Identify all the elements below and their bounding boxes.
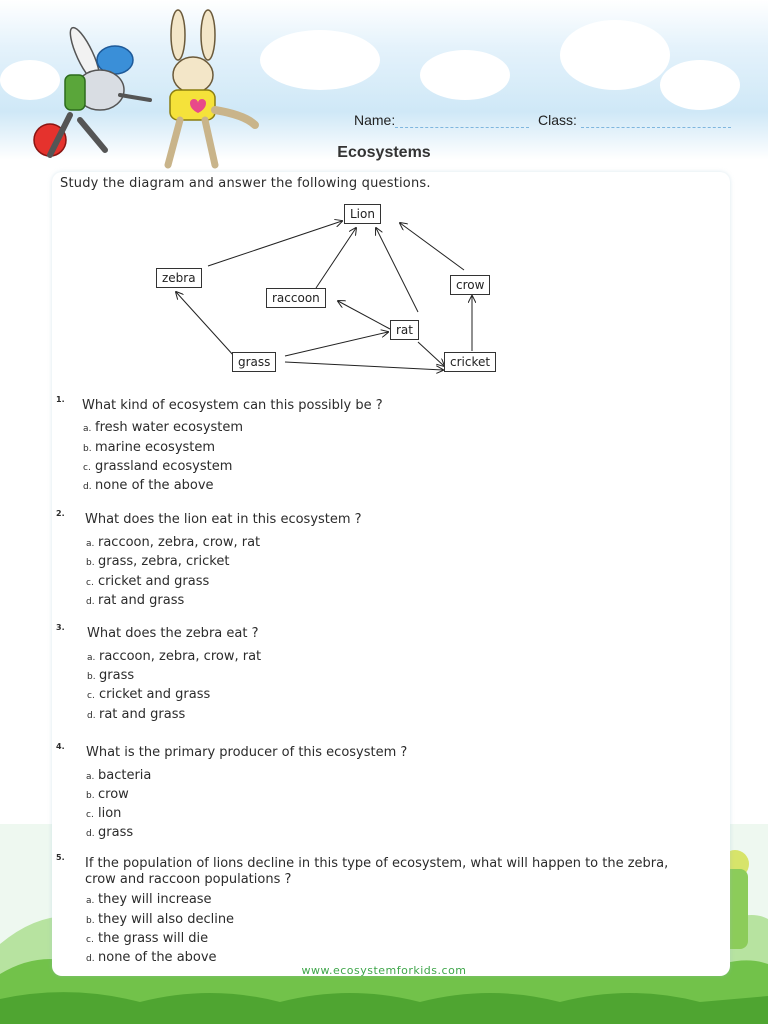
option-4d[interactable]: d. grass	[86, 825, 134, 840]
arrow-crow-lion	[400, 223, 464, 270]
name-field[interactable]	[354, 112, 529, 128]
arrow-raccoon-lion	[316, 228, 356, 288]
question-number: 1.	[56, 395, 65, 404]
option-4b[interactable]: b. crow	[86, 787, 129, 802]
instructions: Study the diagram and answer the following questions.	[60, 176, 431, 191]
arrow-rat-cricket	[418, 342, 444, 366]
option-3d[interactable]: d. rat and grass	[87, 707, 186, 722]
arrow-rat-raccoon	[338, 301, 390, 329]
node-grass: grass	[232, 352, 276, 372]
option-3b[interactable]: b. grass	[87, 668, 135, 683]
option-3c[interactable]: c. cricket and grass	[87, 687, 211, 702]
question-number: 2.	[56, 509, 65, 518]
option-1d[interactable]: d. none of the above	[83, 478, 214, 493]
node-raccoon: raccoon	[266, 288, 326, 308]
option-5a[interactable]: a. they will increase	[86, 892, 212, 907]
question-text-continued: crow and raccoon populations ?	[85, 872, 292, 887]
arrow-grass-cricket	[285, 362, 443, 370]
option-3a[interactable]: a. raccoon, zebra, crow, rat	[87, 649, 262, 664]
footer-website-link[interactable]: www.ecosystemforkids.com	[301, 964, 467, 977]
option-5d[interactable]: d. none of the above	[86, 950, 217, 965]
option-5b[interactable]: b. they will also decline	[86, 912, 235, 927]
question-text: What does the zebra eat ?	[87, 626, 259, 641]
arrow-grass-zebra	[176, 292, 234, 356]
class-label: Class:	[538, 112, 577, 128]
option-5c[interactable]: c. the grass will die	[86, 931, 209, 946]
question-text: What kind of ecosystem can this possibly be ?	[82, 398, 383, 413]
food-web-diagram	[140, 196, 520, 386]
page-title: Ecosystems	[337, 144, 431, 161]
option-2d[interactable]: d. rat and grass	[86, 593, 185, 608]
question-text: What does the lion eat in this ecosystem ?	[85, 512, 362, 527]
question-number: 4.	[56, 742, 65, 751]
node-crow: crow	[450, 275, 490, 295]
question-number: 5.	[56, 853, 65, 862]
node-lion: Lion	[344, 204, 381, 224]
arrow-zebra-lion	[208, 221, 342, 266]
name-blank[interactable]	[395, 113, 529, 128]
node-zebra: zebra	[156, 268, 202, 288]
option-1c[interactable]: c. grassland ecosystem	[83, 459, 233, 474]
node-cricket: cricket	[444, 352, 496, 372]
option-2b[interactable]: b. grass, zebra, cricket	[86, 554, 230, 569]
question-text: What is the primary producer of this ecosystem ?	[86, 745, 408, 760]
gray-rabbit-icon	[34, 24, 150, 156]
option-1b[interactable]: b. marine ecosystem	[83, 440, 216, 455]
yellow-rabbit-icon	[168, 10, 255, 165]
name-label: Name:	[354, 112, 396, 128]
node-rat: rat	[390, 320, 419, 340]
option-1a[interactable]: a. fresh water ecosystem	[83, 420, 244, 435]
class-field[interactable]	[538, 112, 731, 128]
option-4c[interactable]: c. lion	[86, 806, 122, 821]
option-2c[interactable]: c. cricket and grass	[86, 574, 210, 589]
arrow-rat-lion	[376, 228, 418, 312]
option-4a[interactable]: a. bacteria	[86, 768, 152, 783]
question-number: 3.	[56, 623, 65, 632]
arrow-grass-rat	[285, 332, 388, 356]
option-2a[interactable]: a. raccoon, zebra, crow, rat	[86, 535, 261, 550]
question-text: If the population of lions decline in this type of ecosystem, what will happen to the zebra,	[85, 856, 669, 871]
class-blank[interactable]	[581, 113, 731, 128]
